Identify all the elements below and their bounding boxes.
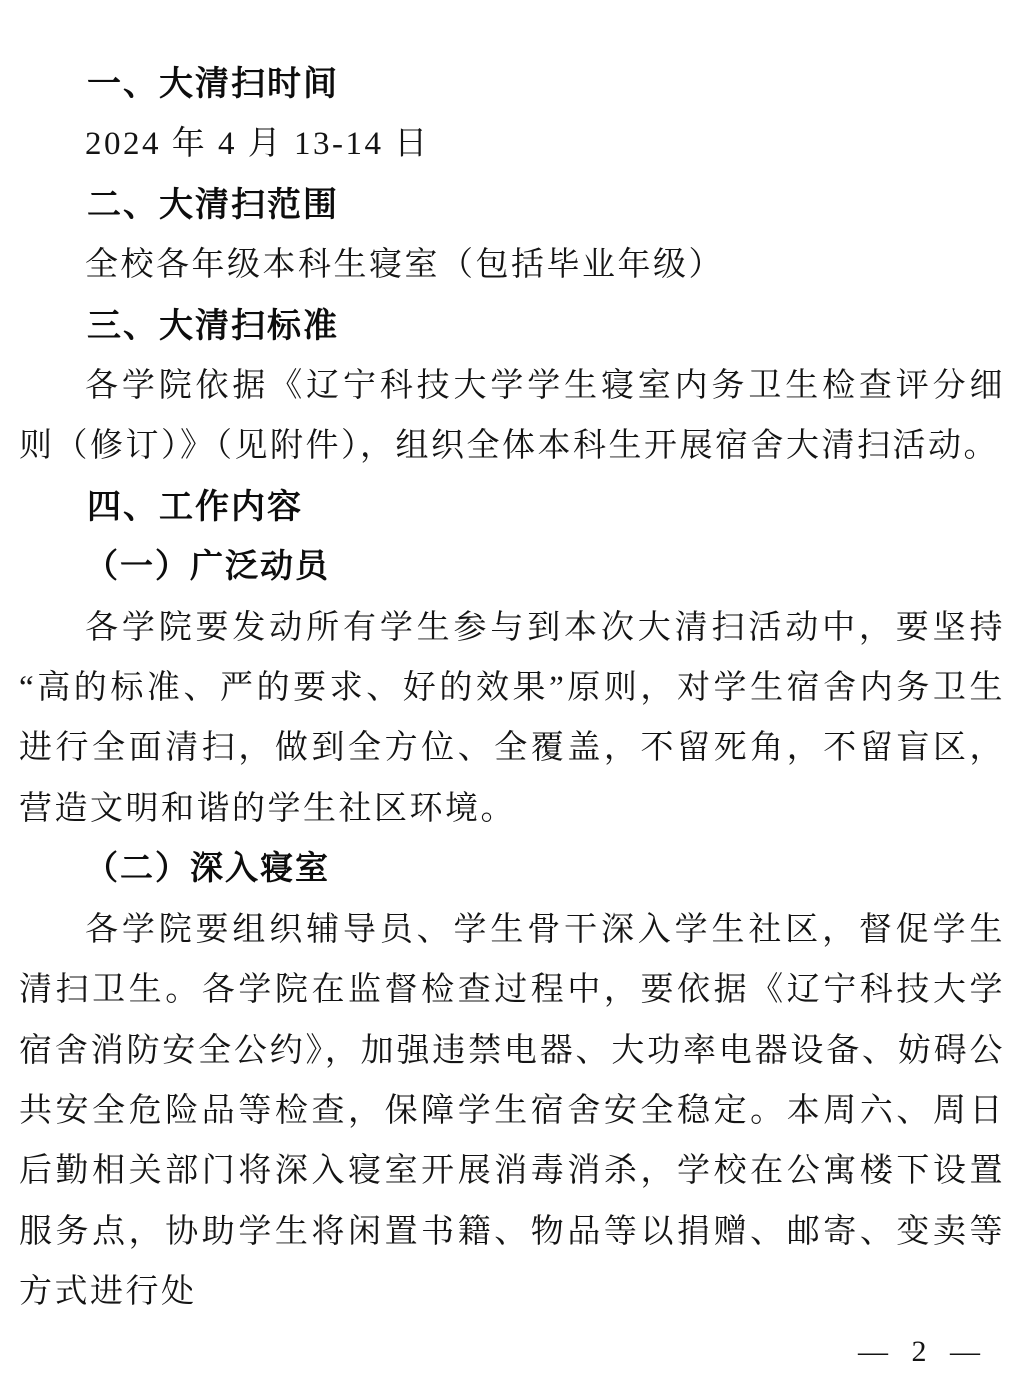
- page-number: — 2 —: [858, 1335, 988, 1368]
- heading-work-content: 四、工作内容: [87, 487, 303, 526]
- subheading-enter-dorms: （二）深入寝室: [85, 851, 330, 888]
- paragraph-cleaning-scope: 全校各年级本科生寝室（包括毕业年级）: [85, 247, 724, 284]
- heading-cleaning-scope: 二、大清扫范围: [87, 185, 339, 224]
- paragraph-cleaning-time: 2024 年 4 月 13-14 日: [85, 126, 430, 163]
- heading-cleaning-time: 一、大清扫时间: [87, 65, 339, 103]
- paragraph-cleaning-standard: 各学院依据《辽宁科技大学学生寝室内务卫生检查评分细则（修订）》（见附件），组织全体本科生开展宿舍大清扫活动。: [19, 368, 1005, 465]
- heading-cleaning-standard: 三、大清扫标准: [87, 306, 339, 345]
- subheading-mobilization: （一）广泛动员: [85, 549, 330, 586]
- paragraph-mobilization: 各学院要发动所有学生参与到本次大清扫活动中，要坚持“高的标准、严的要求、好的效果”原则，对学生宿舍内务卫生进行全面清扫，做到全方位、全覆盖，不留死角，不留盲区，营造文明和谐的学生社区环境。: [19, 609, 1005, 827]
- paragraph-enter-dorms: 各学院要组织辅导员、学生骨干深入学生社区，督促学生清扫卫生。各学院在监督检查过程中，要依据《辽宁科技大学宿舍消防安全公约》，加强违禁电器、大功率电器设备、妨碍公共安全危险品等检查，保障学生宿舍安全稳定。本周六、周日后勤相关部门将深入寝室开展消毒消杀，学校在公寓楼下设置服务点，协助学生将闲置书籍、物品等以捐赠、邮寄、变卖等方式进行处: [19, 911, 1005, 1311]
